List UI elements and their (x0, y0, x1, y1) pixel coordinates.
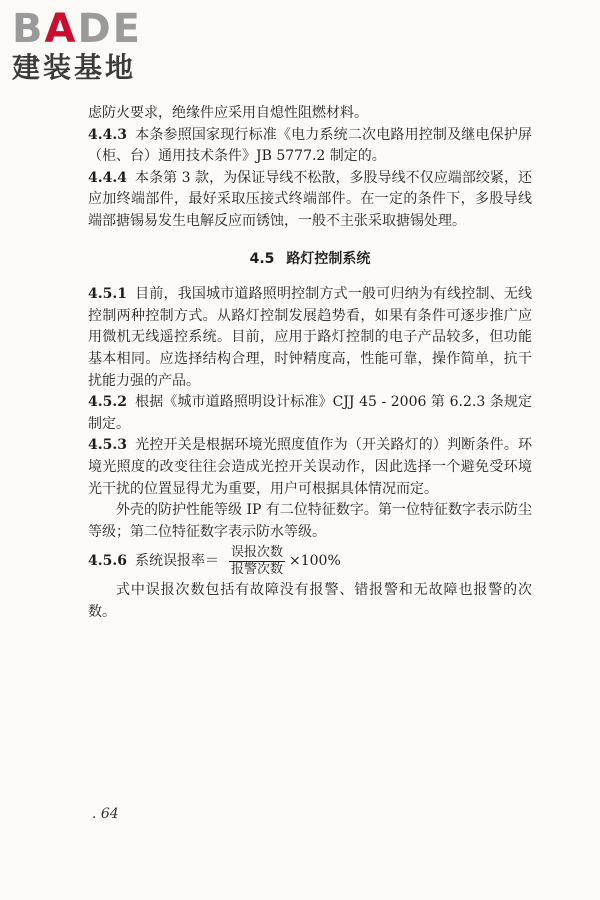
clause-4-4-4 (88, 168, 532, 233)
clause-number: 4.5.2 (88, 394, 127, 411)
brand-logo (12, 8, 187, 84)
clause-4-4-3 (88, 125, 532, 168)
clause-number: 4.4.4 (88, 169, 127, 186)
page-number: . 64 (92, 806, 119, 822)
clause-number: 4.5.3 (88, 437, 127, 454)
clause-text: 本条第 3 款，为保证导线不松散，多股导线不仅应端部绞紧，还应加终端部件，最好采取压接式终端部件。在一定的条件下，多股导线端部搪锡易发生电解反应而锈蚀，一般不主张采取搪锡处理。 (88, 169, 532, 229)
clause-text: 根据《城市道路照明设计标准》CJJ 45 - 2006 第 6.2.3 条规定制定。 (88, 394, 532, 432)
clause-text: 光控开关是根据环境光照度值作为（开关路灯的）判断条件。环境光照度的改变往往会造成光控开关误动作，因此选择一个避免受环境光干扰的位置显得尤为重要，用户可根据具体情况而定。 (88, 437, 532, 497)
paragraph-formula-explanation: 式中误报次数包括有故障没有报警、错报警和无故障也报警的次数。 (88, 582, 532, 620)
formula-label: 系统误报率＝ (134, 552, 219, 569)
formula-denominator: 报警次数 (230, 562, 283, 578)
formula-suffix: ×100% (289, 552, 341, 569)
clause-number: 4.5.6 (88, 552, 127, 569)
paragraph-continuation: 虑防火要求，绝缘件应采用自熄性阻燃材料。 (88, 105, 368, 121)
formula-fraction (229, 545, 285, 578)
section-heading (88, 249, 532, 271)
logo-chinese-text: 建装基地 (12, 51, 137, 84)
clause-4-5-3 (88, 435, 532, 500)
formula-numerator: 误报次数 (230, 545, 283, 561)
clause-text: 本条参照国家现行标准《电力系统二次电路用控制及继电保护屏（柜、台）通用技术条件》JB 5777.2 制定的。 (88, 126, 532, 165)
clause-text: 目前，我国城市道路照明控制方式一般可归纳为有线控制、无线控制两种控制方式。从路灯控制发展趋势看，如果有条件可逐步推广应用微机无线遥控系统。目前，应用于路灯控制的电子产品较多，但功能基本相同。应选择结构合理，时钟精度高，性能可靠，操作简单，抗干扰能力强的产品。 (88, 286, 532, 389)
section-title-text: 路灯控制系统 (286, 250, 371, 267)
document-body (88, 103, 532, 623)
paragraph-ip-rating: 外壳的防护性能等级 IP 有二位特征数字。第一位特征数字表示防尘等级；第二位特征数字表示防水等级。 (88, 502, 532, 540)
clause-4-5-1 (88, 284, 532, 392)
section-number: 4.5 (249, 250, 275, 267)
logo-wordmark: BADE (12, 6, 142, 52)
clause-4-5-2 (88, 392, 532, 435)
clause-number: 4.5.1 (88, 286, 127, 303)
clause-number: 4.4.3 (88, 126, 127, 143)
clause-4-5-6 (88, 545, 532, 578)
